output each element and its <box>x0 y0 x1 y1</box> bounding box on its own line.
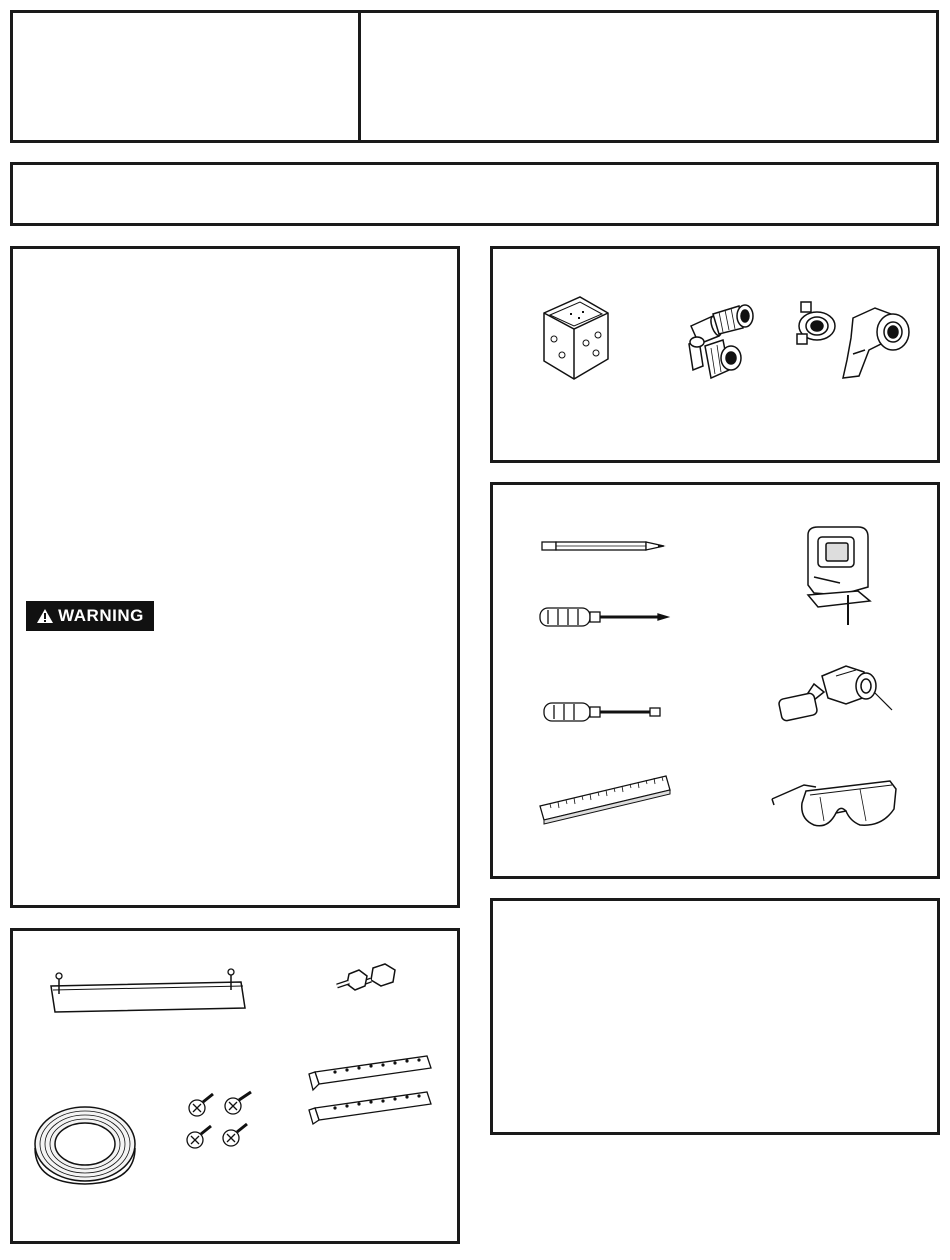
ruler-icon <box>538 770 672 826</box>
notes-panel <box>490 898 940 1135</box>
warning-badge <box>26 601 154 631</box>
pencil-icon <box>540 538 670 554</box>
safety-glasses-icon <box>770 775 900 835</box>
instructions-panel <box>10 246 460 908</box>
warning-label: WARNING <box>58 606 144 625</box>
header-right-box <box>358 10 939 143</box>
tape-roll-icon <box>30 1098 140 1186</box>
strain-relief-connectors-icon <box>793 298 913 380</box>
flat-screwdriver-icon <box>542 700 664 724</box>
drill-icon <box>776 662 894 722</box>
mounting-strip-icon <box>45 968 250 1018</box>
wire-nuts-icon <box>683 300 759 382</box>
mounting-brackets-icon <box>305 1052 435 1124</box>
junction-box-icon <box>540 295 612 381</box>
hex-screw-icon <box>335 960 400 1002</box>
warning-triangle-icon <box>36 608 54 624</box>
phillips-screws-icon <box>183 1090 263 1160</box>
jigsaw-icon <box>800 525 880 629</box>
header-left-box <box>10 10 361 143</box>
title-bar <box>10 162 939 226</box>
phillips-screwdriver-icon <box>538 604 670 630</box>
